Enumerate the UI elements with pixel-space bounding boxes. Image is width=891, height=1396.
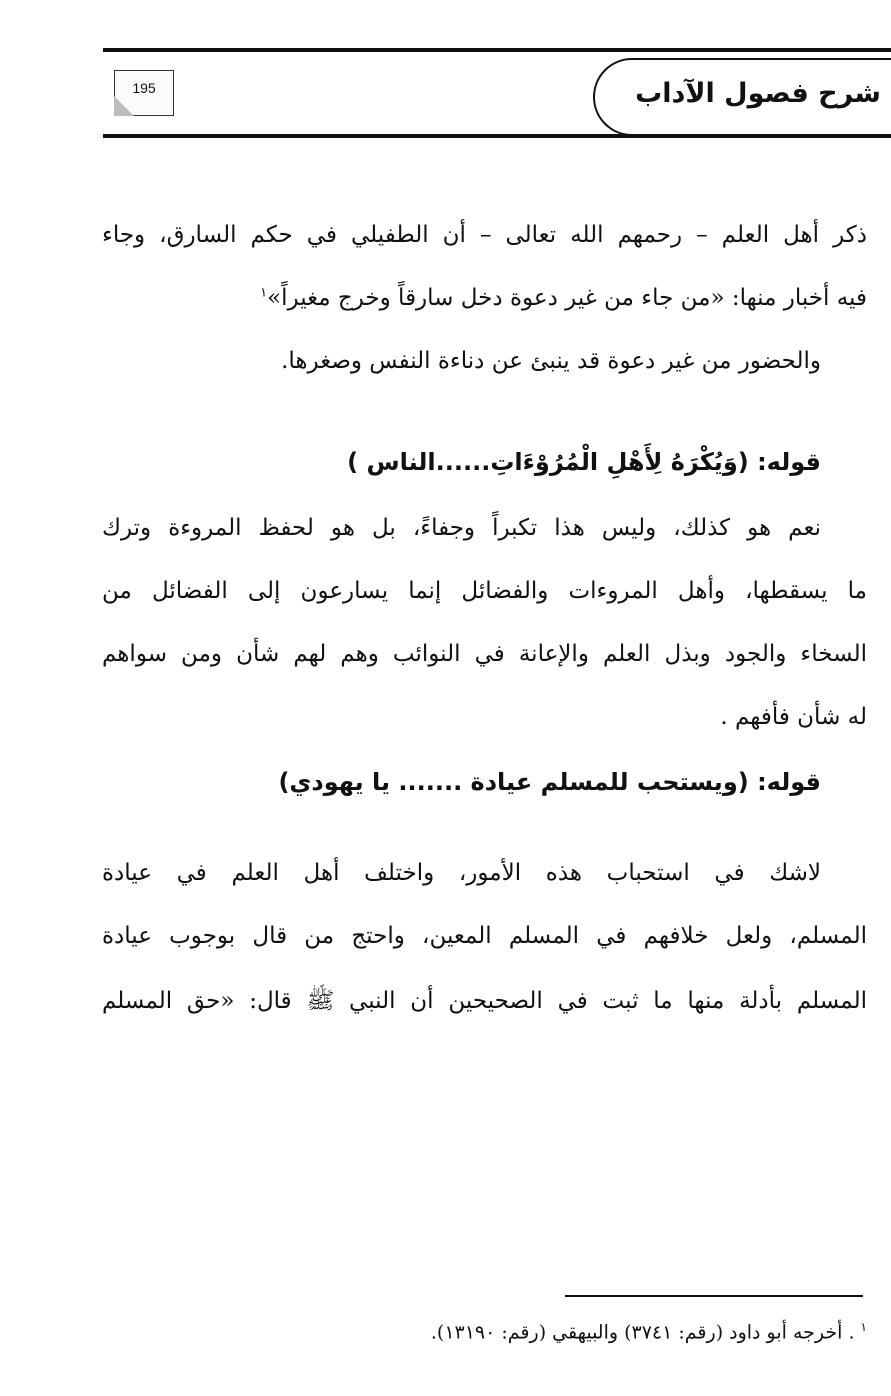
- heading-1-quote: (وَيُكْرَهُ لِأَهْلِ الْمُرُوْءَاتِ......الناس ): [347, 448, 749, 476]
- footnote-number: ١: [860, 1320, 867, 1334]
- paragraph-3-line-1: لاشك في استحباب هذه الأمور، واختلف أهل العلم في عيادة: [102, 860, 821, 886]
- paragraph-1-line-3: والحضور من غير دعوة قد ينبئ عن دناءة النفس وصغرها.: [281, 348, 821, 374]
- footnote-1: [431, 1320, 867, 1343]
- paragraph-1-line-2: [260, 285, 867, 311]
- section-heading-1: [347, 448, 821, 476]
- heading-2-quote: (ويستحب للمسلم عيادة ....... يا يهودي): [278, 768, 749, 796]
- section-heading-2: [278, 768, 821, 796]
- heading-2-label: قوله:: [757, 768, 821, 796]
- header-rule-top: [103, 48, 891, 52]
- paragraph-3-line-2: المسلم، ولعل خلافهم في المسلم المعين، واحتج من قال بوجوب عيادة: [102, 923, 867, 949]
- paragraph-1-line-1: ذكر أهل العلم – رحمهم الله تعالى – أن الطفيلي في حكم السارق، وجاء: [102, 222, 867, 248]
- paragraph-2-line-3: السخاء والجود وبذل العلم والإعانة في النوائب وهم لهم شأن ومن سواهم: [102, 641, 867, 667]
- page-number: 195: [132, 80, 156, 96]
- paragraph-2-line-4: له شأن فأفهم .: [720, 704, 867, 730]
- heading-1-label: قوله:: [757, 448, 821, 476]
- page-curl-icon: [114, 96, 134, 116]
- paragraph-1-line-2-text: فيه أخبار منها: «من جاء من غير دعوة دخل سارقاً وخرج مغيراً»: [267, 285, 867, 311]
- book-title: شرح فصول الآداب: [635, 78, 881, 109]
- paragraph-2-line-2: ما يسقطها، وأهل المروءات والفضائل إنما يسارعون إلى الفضائل من: [102, 578, 867, 604]
- paragraph-3-line-3: المسلم بأدلة منها ما ثبت في الصحيحين أن النبي ﷺ قال: «حق المسلم: [102, 988, 867, 1014]
- footnote-reference-mark: ١: [260, 285, 268, 301]
- paragraph-2-line-1: نعم هو كذلك، وليس هذا تكبراً وجفاءً، بل هو لحفظ المروءة وترك: [102, 515, 821, 541]
- footnote-text: . أخرجه أبو داود (رقم: ٣٧٤١) والبيهقي (رقم: ١٣١٩٠).: [430, 1321, 855, 1344]
- footnote-separator: [565, 1295, 863, 1297]
